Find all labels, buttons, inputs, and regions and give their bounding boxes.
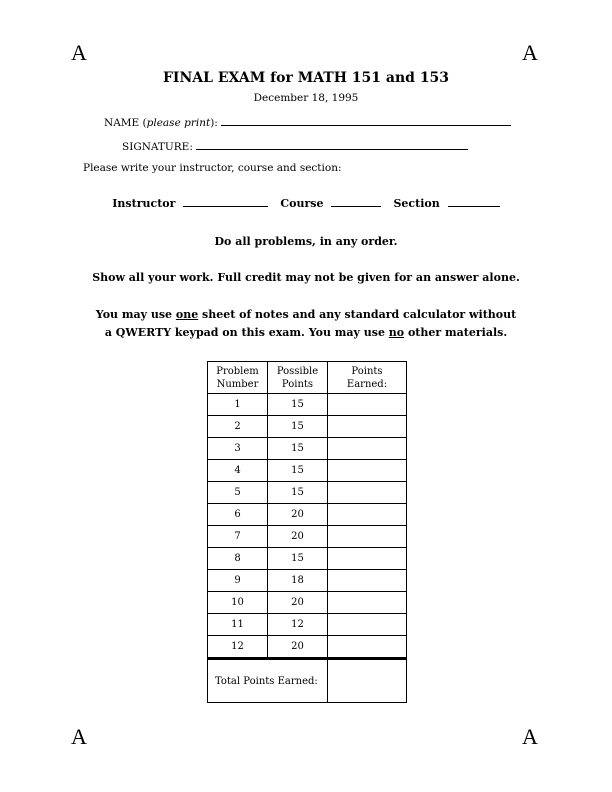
table-row: [208, 394, 407, 416]
points-earned-cell[interactable]: [328, 438, 407, 460]
instructor-field[interactable]: [183, 194, 268, 207]
instructor-course-section-row: [0, 194, 612, 210]
table-row: [208, 438, 407, 460]
possible-points: 15: [268, 482, 328, 504]
problem-number: 7: [208, 526, 268, 548]
points-earned-cell[interactable]: [328, 570, 407, 592]
instruction-materials: You may use one sheet of notes and any standard calculator without a QWERTY keypad on this exam. You may use no other materials.: [95, 308, 517, 339]
table-row: [208, 636, 407, 659]
corner-letter-bottom-left: A: [71, 724, 87, 749]
corner-letter-bottom-right: A: [522, 724, 538, 749]
total-points-label: Total Points Earned:: [208, 659, 328, 703]
table-row: [208, 460, 407, 482]
problem-number: 12: [208, 636, 268, 659]
possible-points: 15: [268, 416, 328, 438]
name-label-italic: please print: [146, 117, 211, 129]
problem-number: 10: [208, 592, 268, 614]
possible-points: 15: [268, 460, 328, 482]
header-possible-points: Possible Points: [268, 362, 328, 394]
total-row: [208, 659, 407, 703]
possible-points: 20: [268, 592, 328, 614]
points-earned-cell[interactable]: [328, 526, 407, 548]
signature-row: [122, 138, 468, 153]
points-earned-cell[interactable]: [328, 482, 407, 504]
corner-letter-top-right: A: [522, 40, 538, 65]
table-header-row: [208, 362, 407, 394]
possible-points: 15: [268, 438, 328, 460]
possible-points: 15: [268, 548, 328, 570]
table-row: [208, 416, 407, 438]
emphasis-one: one: [175, 308, 199, 321]
problem-number: 5: [208, 482, 268, 504]
instructor-label: Instructor: [112, 197, 176, 210]
points-earned-cell[interactable]: [328, 592, 407, 614]
points-earned-cell[interactable]: [328, 394, 407, 416]
points-earned-cell[interactable]: [328, 548, 407, 570]
problem-number: 4: [208, 460, 268, 482]
instructor-prompt: Please write your instructor, course and section:: [83, 162, 342, 174]
corner-letter-top-left: A: [71, 40, 87, 65]
problem-number: 9: [208, 570, 268, 592]
possible-points: 12: [268, 614, 328, 636]
problem-number: 6: [208, 504, 268, 526]
name-label-prefix: NAME (: [104, 117, 147, 129]
course-field[interactable]: [331, 194, 381, 207]
name-field[interactable]: [221, 114, 511, 126]
points-earned-cell[interactable]: [328, 504, 407, 526]
points-earned-cell[interactable]: [328, 416, 407, 438]
header-points-earned: Points Earned:: [328, 362, 407, 394]
instruction-show-work: Show all your work. Full credit may not be given for an answer alone.: [92, 271, 520, 284]
possible-points: 20: [268, 636, 328, 659]
name-label-suffix: ):: [210, 117, 218, 129]
signature-field[interactable]: [196, 138, 468, 150]
total-points-earned-cell[interactable]: [328, 659, 407, 703]
table-row: [208, 526, 407, 548]
problem-number: 11: [208, 614, 268, 636]
table-row: [208, 504, 407, 526]
exam-date: December 18, 1995: [253, 92, 359, 104]
table-row: [208, 592, 407, 614]
emphasis-no: no: [388, 326, 405, 339]
possible-points: 15: [268, 394, 328, 416]
section-label: Section: [393, 197, 440, 210]
possible-points: 20: [268, 526, 328, 548]
table-row: [208, 570, 407, 592]
possible-points: 18: [268, 570, 328, 592]
signature-label: SIGNATURE:: [122, 141, 193, 153]
score-table: [207, 361, 407, 703]
exam-title: FINAL EXAM for MATH 151 and 153: [162, 70, 450, 86]
points-earned-cell[interactable]: [328, 460, 407, 482]
problem-number: 3: [208, 438, 268, 460]
points-earned-cell[interactable]: [328, 614, 407, 636]
name-row: [104, 114, 511, 129]
problem-number: 2: [208, 416, 268, 438]
instruction-order: Do all problems, in any order.: [214, 235, 398, 248]
course-label: Course: [280, 197, 324, 210]
problem-number: 1: [208, 394, 268, 416]
table-row: [208, 482, 407, 504]
header-problem-number: Problem Number: [208, 362, 268, 394]
section-field[interactable]: [448, 194, 500, 207]
table-row: [208, 614, 407, 636]
problem-number: 8: [208, 548, 268, 570]
possible-points: 20: [268, 504, 328, 526]
points-earned-cell[interactable]: [328, 636, 407, 659]
table-row: [208, 548, 407, 570]
